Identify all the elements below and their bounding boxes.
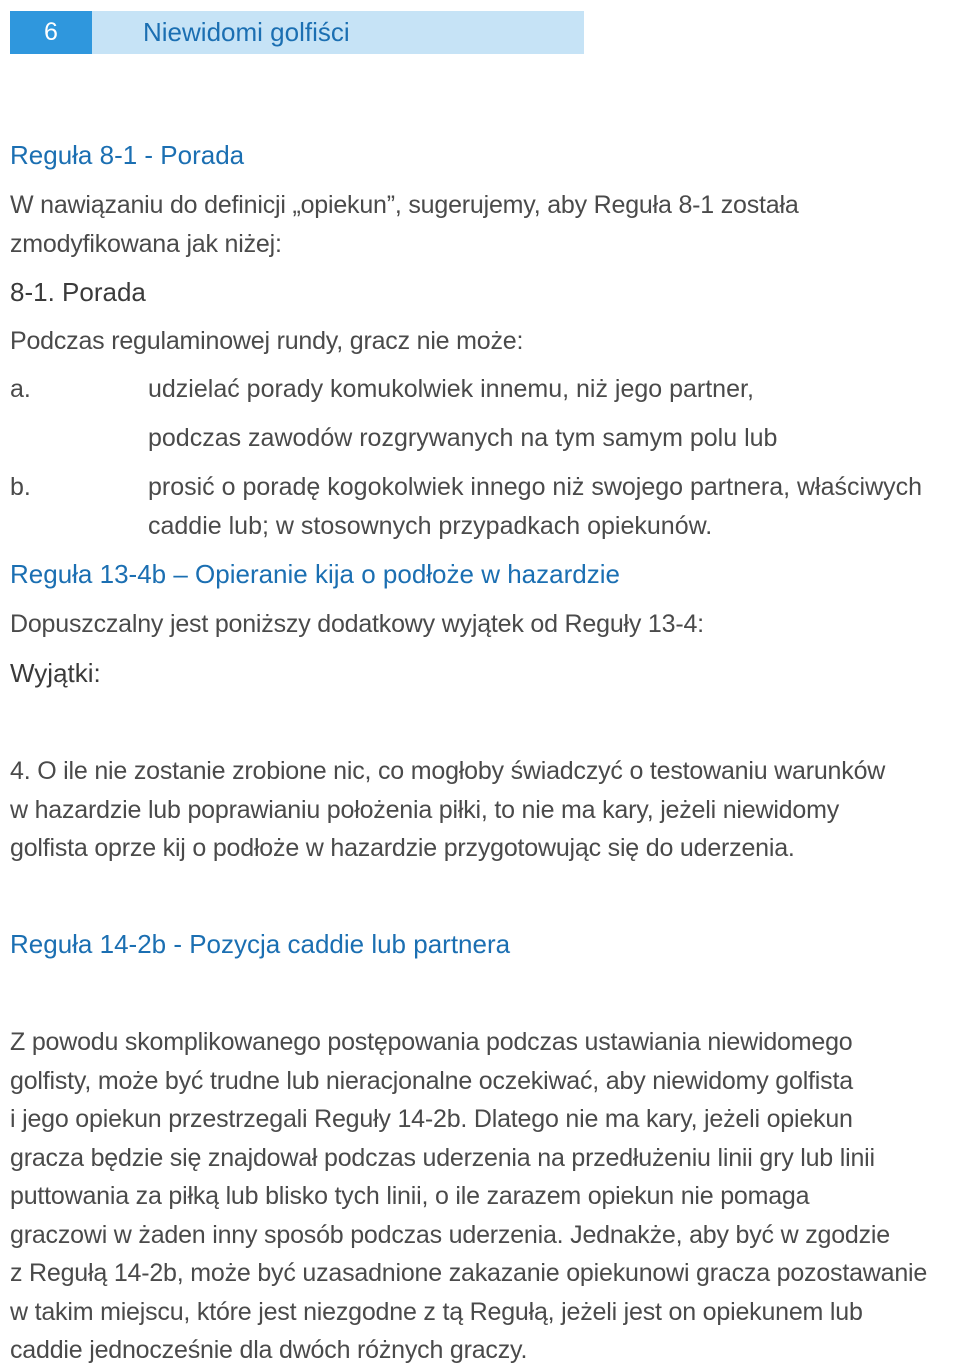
rule-14-2b-line-7: z Regułą 14-2b, może być uzasadnione zakazanie opiekunowi gracza pozostawanie	[10, 1259, 928, 1287]
rule-8-1-lead: Podczas regulaminowej rundy, gracz nie może:	[10, 327, 524, 355]
rule-14-2b-heading-block	[10, 929, 950, 959]
list-item-b-line-2: caddie lub; w stosownych przypadkach opiekunów.	[148, 511, 713, 540]
list-item-b	[10, 468, 950, 548]
rule-8-1-subheading-block	[10, 277, 950, 307]
exceptions-label: Wyjątki:	[10, 658, 101, 688]
page-number: 6	[10, 11, 92, 54]
list-item-a-line-1: udzielać porady komukolwiek innemu, niż jego partner,	[148, 375, 754, 403]
rule-8-1-intro	[10, 186, 950, 263]
rule-13-4b-intro: Dopuszczalny jest poniższy dodatkowy wyjątek od Reguły 13-4:	[10, 610, 704, 638]
list-item-a-line-2: podczas zawodów rozgrywanych na tym samym polu lub	[148, 424, 778, 452]
rule-14-2b-line-9: caddie jednocześnie dla dwóch różnych graczy.	[10, 1336, 528, 1364]
rule-14-2b-line-5: puttowania za piłką lub blisko tych linii, o ile zarazem opiekun nie pomaga	[10, 1182, 810, 1210]
rule-14-2b-line-3: i jego opiekun przestrzegali Reguły 14-2b. Dlatego nie ma kary, jeżeli opiekun	[10, 1105, 853, 1133]
list-item-b-text	[148, 468, 950, 545]
rule-14-2b-line-6: graczowi w żaden inny sposób podczas uderzenia. Jednakże, aby być w zgodzie	[10, 1220, 890, 1249]
rule-14-2b-line-2: golfisty, może być trudne lub nieracjonalne oczekiwać, aby niewidomy golfista	[10, 1066, 853, 1095]
rule-13-4b-heading: Reguła 13-4b – Opieranie kija o podłoże w hazardzie	[10, 559, 620, 589]
rule-13-4b-intro-block	[10, 605, 950, 644]
chapter-title: Niewidomi golfiści	[92, 11, 584, 54]
rule-14-2b-line-8: w takim miejscu, które jest niezgodne z tą Regułą, jeżeli jest on opiekunem lub	[10, 1297, 863, 1326]
rule-14-2b-body	[10, 1023, 950, 1370]
exception-4-line-2: w hazardzie lub poprawianiu położenia piłki, to nie ma kary, jeżeli niewidomy	[10, 795, 840, 824]
list-item-b-line-1: prosić o poradę kogokolwiek innego niż swojego partnera, właściwych	[148, 473, 923, 501]
rule-8-1-heading: Reguła 8-1 - Porada	[10, 140, 245, 170]
rule-8-1-heading-block	[10, 140, 950, 170]
exception-4-line-1: 4. O ile nie zostanie zrobione nic, co mogłoby świadczyć o testowaniu warunków	[10, 757, 886, 785]
rule-13-4b-exception-4	[10, 752, 950, 868]
exceptions-label-block	[10, 658, 950, 688]
list-item-b-label: b.	[10, 473, 31, 501]
rule-14-2b-heading: Reguła 14-2b - Pozycja caddie lub partnera	[10, 929, 511, 959]
list-item-a-label: a.	[10, 375, 31, 403]
rule-8-1-subheading: 8-1. Porada	[10, 277, 146, 307]
list-item-a-text	[148, 370, 950, 458]
exception-4-line-3: golfista oprze kij o podłoże w hazardzie przygotowując się do uderzenia.	[10, 834, 795, 862]
rule-8-1-intro-line-2: zmodyfikowana jak niżej:	[10, 229, 282, 258]
list-item-a	[10, 370, 950, 450]
rule-13-4b-heading-block	[10, 559, 950, 589]
rule-8-1-intro-line-1: W nawiązaniu do definicji „opiekun”, sugerujemy, aby Reguła 8-1 została	[10, 191, 799, 219]
rule-8-1-lead-block	[10, 322, 950, 361]
page-header	[10, 11, 584, 54]
rule-14-2b-line-4: gracza będzie się znajdował podczas uderzenia na przedłużeniu linii gry lub linii	[10, 1143, 875, 1172]
rule-14-2b-line-1: Z powodu skomplikowanego postępowania podczas ustawiania niewidomego	[10, 1028, 853, 1056]
